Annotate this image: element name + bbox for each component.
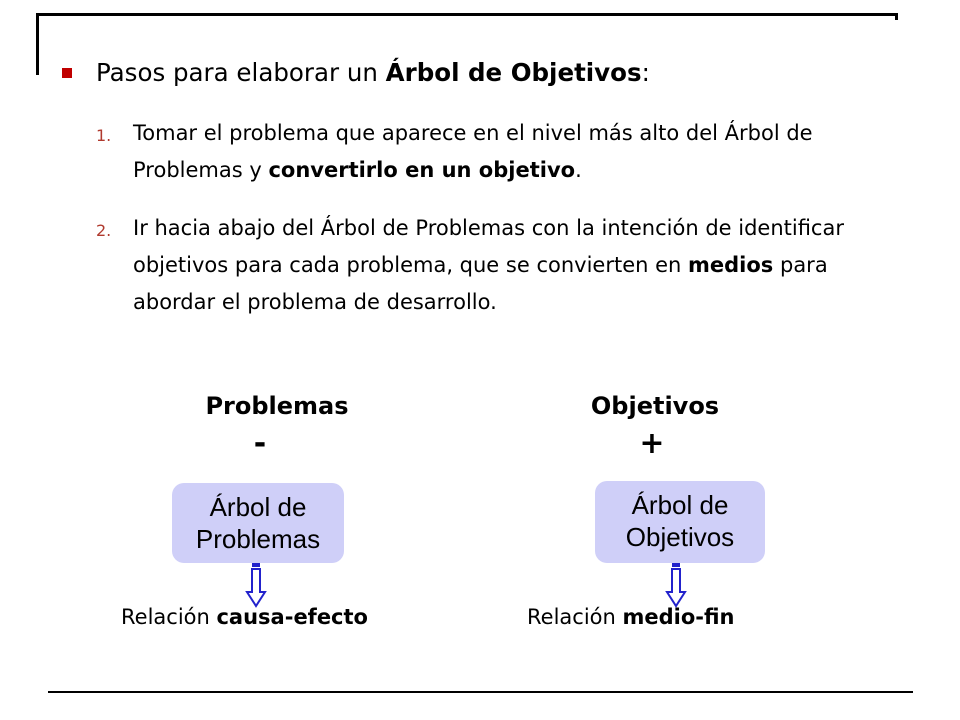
problem-tree-box — [172, 483, 344, 563]
step-number: 2. — [96, 221, 112, 240]
relation-prefix: Relación — [527, 605, 623, 629]
relation-bold: causa-efecto — [216, 605, 368, 629]
relation-prefix: Relación — [121, 605, 217, 629]
down-arrow-icon — [665, 562, 687, 608]
objective-tree-box — [595, 481, 765, 563]
step-text-b: . — [575, 158, 582, 182]
heading-prefix: Pasos para elaborar un — [96, 58, 386, 87]
step-number: 1. — [96, 126, 112, 145]
problems-title: Problemas — [205, 392, 349, 420]
heading-bold: Árbol de Objetivos — [385, 58, 642, 87]
box-line-2: Problemas — [195, 524, 321, 554]
box-line-1: Árbol de — [631, 490, 729, 520]
step-text-a: Tomar el problema que aparece en el nivel más alto del Árbol de Problemas y — [133, 121, 813, 182]
problems-sign: - — [253, 426, 267, 461]
slide-heading — [96, 58, 650, 87]
slide-frame-left — [36, 13, 39, 75]
cause-effect-relation — [121, 605, 368, 629]
step-text-a: Ir hacia abajo del Árbol de Problemas con la intención de identificar objetivos para cada problema, que se convierten en — [133, 216, 844, 277]
box-line-2: Objetivos — [625, 522, 735, 552]
box-line-1: Árbol de — [209, 492, 307, 522]
step-text-bold: convertirlo en un objetivo — [268, 158, 576, 182]
down-arrow-icon — [245, 562, 267, 608]
means-end-relation — [527, 605, 735, 629]
square-bullet-icon — [62, 68, 72, 78]
step-text-b: para abordar el problema de desarrollo. — [133, 253, 828, 314]
slide-frame-right — [895, 13, 898, 20]
step-text — [133, 115, 873, 189]
step-text-bold: medios — [688, 253, 774, 277]
slide-frame-top — [36, 13, 898, 16]
objectives-title: Objetivos — [590, 392, 720, 420]
step-text — [133, 210, 873, 321]
relation-bold: medio-fin — [622, 605, 735, 629]
heading-suffix: : — [641, 58, 650, 87]
objectives-sign: + — [639, 426, 665, 461]
slide-frame-bottom — [48, 691, 913, 693]
